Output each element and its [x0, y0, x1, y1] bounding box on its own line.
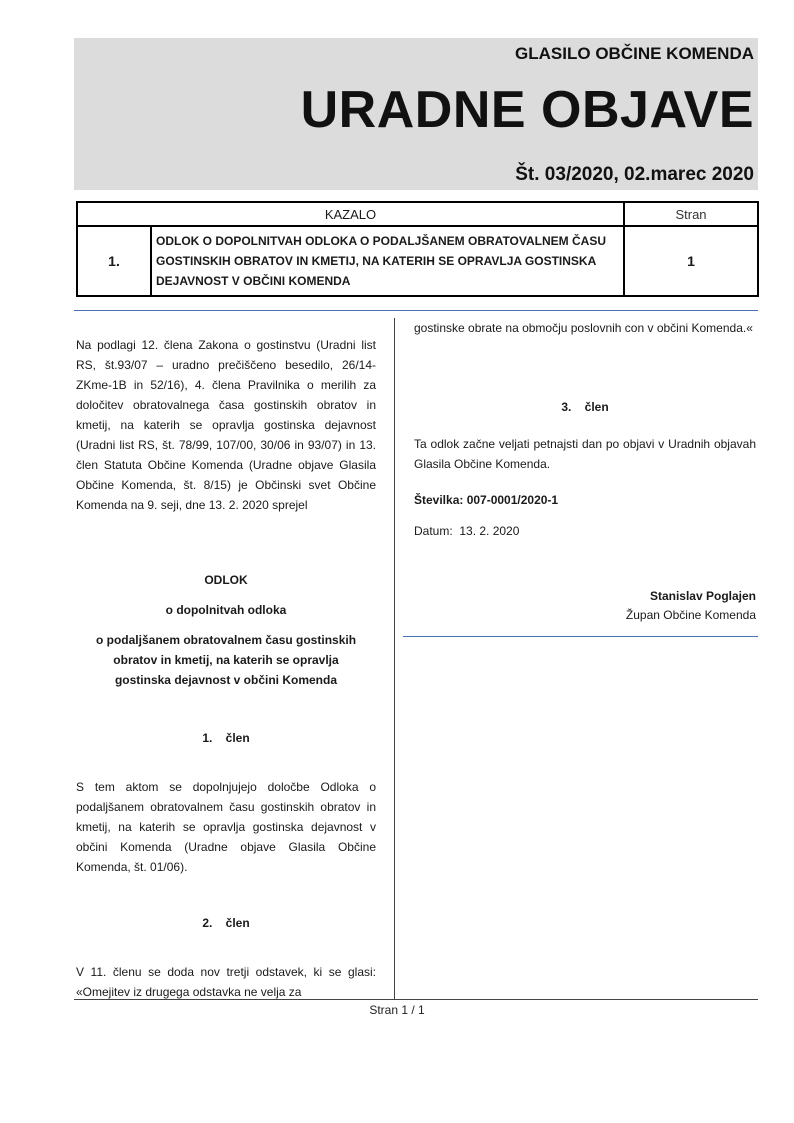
page-number: Stran 1 / 1 [369, 1003, 425, 1017]
act-heading: ODLOK [204, 573, 248, 587]
masthead [74, 38, 758, 190]
section-divider [74, 310, 758, 311]
column-divider [394, 318, 395, 1000]
publication-title: URADNE OBJAVE [300, 81, 754, 139]
article-2-heading: 2. člen [202, 916, 250, 930]
toc-entry-page: 1 [624, 226, 758, 296]
signer-name: Stanislav Poglajen [649, 589, 756, 603]
article-1-heading: 1. člen [202, 731, 250, 745]
signer-title: Župan Občine Komenda [625, 608, 756, 622]
continuation-text: gostinske obrate na območju poslovnih con v občini Komenda.« [414, 321, 753, 335]
act-subheading: o dopolnitvah odloka [165, 603, 287, 617]
toc-header-row [77, 202, 758, 226]
footer-rule [74, 999, 758, 1000]
toc-heading: KAZALO [77, 202, 624, 226]
preamble: Na podlagi 12. člena Zakona o gostinstvu (Uradni list RS, št.93/07 – uradno prečiščeno besedilo, 26/14-ZKme-1B in 52/16), 4. člena Pravilnika o merilih za določitev obratovalnega časa gostinskih obratov in kmetij, na katerih se opravlja gostinska dejavnost (Uradni list RS, št. 78/99, 107/00, 30/06 in 93/07) in 13. člen Statuta Občine Komenda (Uradne objave Glasila Občine Komenda, št. 8/15) je Občinski svet Občine Komenda na 9. seji, dne 13. 2. 2020 sprejel [76, 338, 376, 512]
table-of-contents [76, 201, 759, 297]
toc-entry [77, 226, 758, 296]
act-title: o podaljšanem obratovalnem času gostinskih obratov in kmetij, na katerih se opravlja gostinska dejavnost v občini Komenda [95, 633, 357, 687]
article-3-heading: 3. člen [561, 400, 609, 414]
publication-name: GLASILO OBČINE KOMENDA [515, 44, 754, 63]
toc-entry-title: ODLOK O DOPOLNITVAH ODLOKA O PODALJŠANEM OBRATOVALNEM ČASU GOSTINSKIH OBRATOV IN KMETIJ, NA KATERIH SE OPRAVLJA GOSTINSKA DEJAVNOST V OBČINI KOMENDA [151, 226, 624, 296]
document-number: Številka: 007-0001/2020-1 [414, 493, 559, 507]
toc-page-heading: Stran [624, 202, 758, 226]
article-3-text: Ta odlok začne veljati petnajsti dan po objavi v Uradnih objavah Glasila Občine Komenda. [414, 437, 756, 471]
end-of-article-rule [403, 636, 758, 637]
issue-info: Št. 03/2020, 02.marec 2020 [515, 164, 754, 185]
article-1-text: S tem aktom se dopolnjujejo določbe Odloka o podaljšanem obratovalnem času gostinskih obratov in kmetij, na katerih se opravlja gostinska dejavnost v občini Komenda (Uradne objave Glasila Občine Komenda, št. 01/06). [76, 780, 376, 874]
document-date: Datum: 13. 2. 2020 [414, 524, 520, 538]
toc-entry-number: 1. [77, 226, 151, 296]
article-2-text: V 11. členu se doda nov tretji odstavek, ki se glasi: «Omejitev iz drugega odstavka ne velja za [76, 965, 376, 999]
